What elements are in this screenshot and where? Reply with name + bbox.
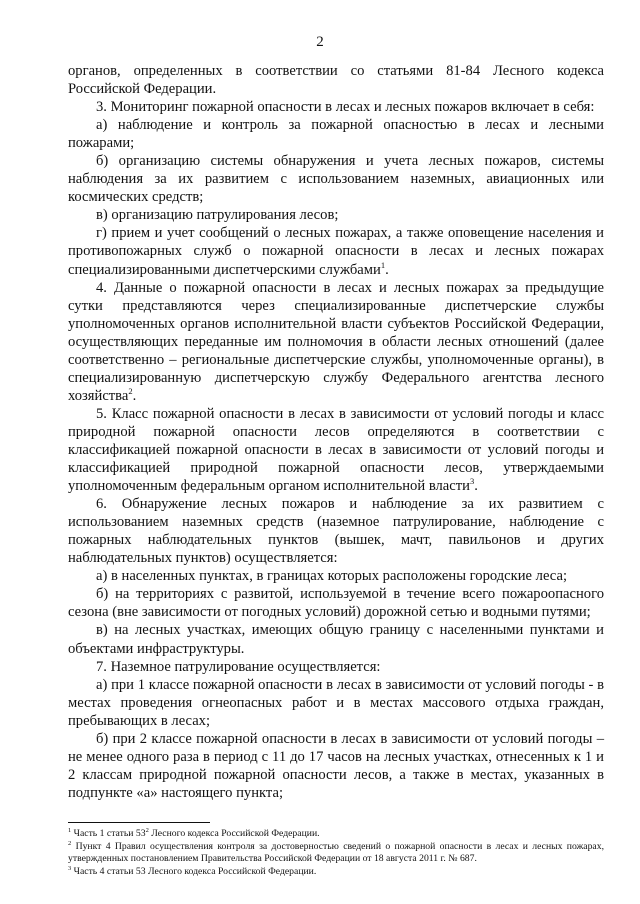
footnote-ref: 3 <box>469 476 475 487</box>
paragraph-text: 3. Мониторинг пожарной опасности в лесах и лесных пожаров включает в себя: <box>96 99 595 116</box>
paragraph <box>68 152 604 206</box>
paragraph-text: а) в населенных пунктах, в границах которых расположены городские леса; <box>96 568 567 585</box>
paragraph <box>68 585 604 621</box>
paragraph <box>68 116 604 152</box>
paragraph-tail: . <box>474 478 478 495</box>
paragraph <box>68 658 604 676</box>
paragraph-text: 4. Данные о пожарной опасности в лесах и лесных пожарах за предыдущие сутки представляются через специализированные диспетчерские службы уполномоченных органов исполнительной власти субъектов Российской Федерации, осуществляющих переданные им полномочия в области лесных отношений (далее соответственно – региональные диспетчерские службы, уполномоченные органы), в специализированную диспетчерскую службу Федерального агентства лесного хозяйства <box>68 279 604 404</box>
footnotes <box>68 828 604 878</box>
footnote-divider <box>68 822 210 823</box>
paragraph-text: 6. Обнаружение лесных пожаров и наблюдение за их развитием с использованием наземных средств (наземное патрулирование, наблюдение с пожарных наблюдательных пунктов (вышек, мачт, павильонов и других наблюдательных пунктов) осуществляется: <box>68 496 604 567</box>
footnote-text: Часть 4 статьи 53 Лесного кодекса Российской Федерации. <box>71 865 317 877</box>
paragraph-text: 7. Наземное патрулирование осуществляется: <box>96 658 381 675</box>
paragraph <box>68 621 604 657</box>
footnote-marker: 2 <box>68 839 72 847</box>
footnote <box>68 828 604 841</box>
paragraph <box>68 730 604 802</box>
paragraph-text: а) наблюдение и контроль за пожарной опасностью в лесах и лесными пожарами; <box>68 117 604 152</box>
paragraph-text: в) на лесных участках, имеющих общую границу с населенными пунктами и объектами инфраструктуры. <box>68 622 604 657</box>
paragraph-text: а) при 1 классе пожарной опасности в лесах в зависимости от условий погоды - в местах проведения огнеопасных работ и в местах массового отдыха граждан, пребывающих в лесах; <box>68 676 604 729</box>
paragraph <box>68 62 604 98</box>
footnote-ref: 2 <box>128 385 133 396</box>
footnote <box>68 841 604 866</box>
paragraph-text: г) прием и учет сообщений о лесных пожарах, а также оповещение населения и противопожарных служб о пожарной опасности в лесах и лесных пожарах специализированными диспетчерскими службами <box>68 225 604 278</box>
paragraph <box>68 567 604 585</box>
paragraph <box>68 495 604 567</box>
footnote-ref: 1 <box>380 259 386 270</box>
footnote-text: Часть 1 статьи 53 <box>71 828 146 839</box>
paragraph-text: в) организацию патрулирования лесов; <box>96 207 339 224</box>
paragraph-text: 5. Класс пожарной опасности в лесах в зависимости от условий погоды и класс природной пожарной опасности лесов определяются в соответствии с классификацией пожарной опасности в лесах в зависимости от условий погоды и классификацией природной пожарной опасности лесов, утверждаемыми уполномоченным федеральным органом исполнительной власти <box>68 405 604 495</box>
paragraph <box>68 206 604 224</box>
paragraph <box>68 405 604 495</box>
body-text <box>68 62 604 802</box>
footnote-marker: 1 <box>68 826 72 834</box>
footnote <box>68 866 604 879</box>
paragraph-text: б) при 2 классе пожарной опасности в лесах в зависимости от условий погоды – не менее одного раза в период с 11 до 17 часов на лесных участках, отнесенных к 1 и 2 классам природной пожарной опасности лесов, а также в местах, указанных в подпункте «а» настоящего пункта; <box>68 730 604 801</box>
paragraph-tail: . <box>132 387 137 404</box>
paragraph <box>68 98 604 116</box>
paragraph-text: б) на территориях с развитой, используемой в течение всего пожароопасного сезона (вне зависимости от погодных условий) дорожной сетью и водными путями; <box>68 586 604 621</box>
paragraph <box>68 224 604 278</box>
paragraph <box>68 676 604 730</box>
paragraph <box>68 279 604 405</box>
footnote-marker: 3 <box>68 864 72 872</box>
paragraph-text: органов, определенных в соответствии со статьями 81-84 Лесного кодекса Российской Федерации. <box>68 63 604 98</box>
footnote-superscript: 2 <box>145 826 149 834</box>
footnote-text: Пункт 4 Правил осуществления контроля за достоверностью сведений о пожарной опасности в лесах и лесных пожарах, утвержденных постановлением Правительства Российской Федерации от 18 августа 2011 г. № 687. <box>68 840 604 864</box>
footnote-tail: Лесного кодекса Российской Федерации. <box>148 828 320 839</box>
paragraph-text: б) организацию системы обнаружения и учета лесных пожаров, системы наблюдения за их развитием с использованием наземных, авиационных или космических средств; <box>68 153 604 206</box>
paragraph-tail: . <box>385 261 389 278</box>
page-number: 2 <box>316 34 324 50</box>
